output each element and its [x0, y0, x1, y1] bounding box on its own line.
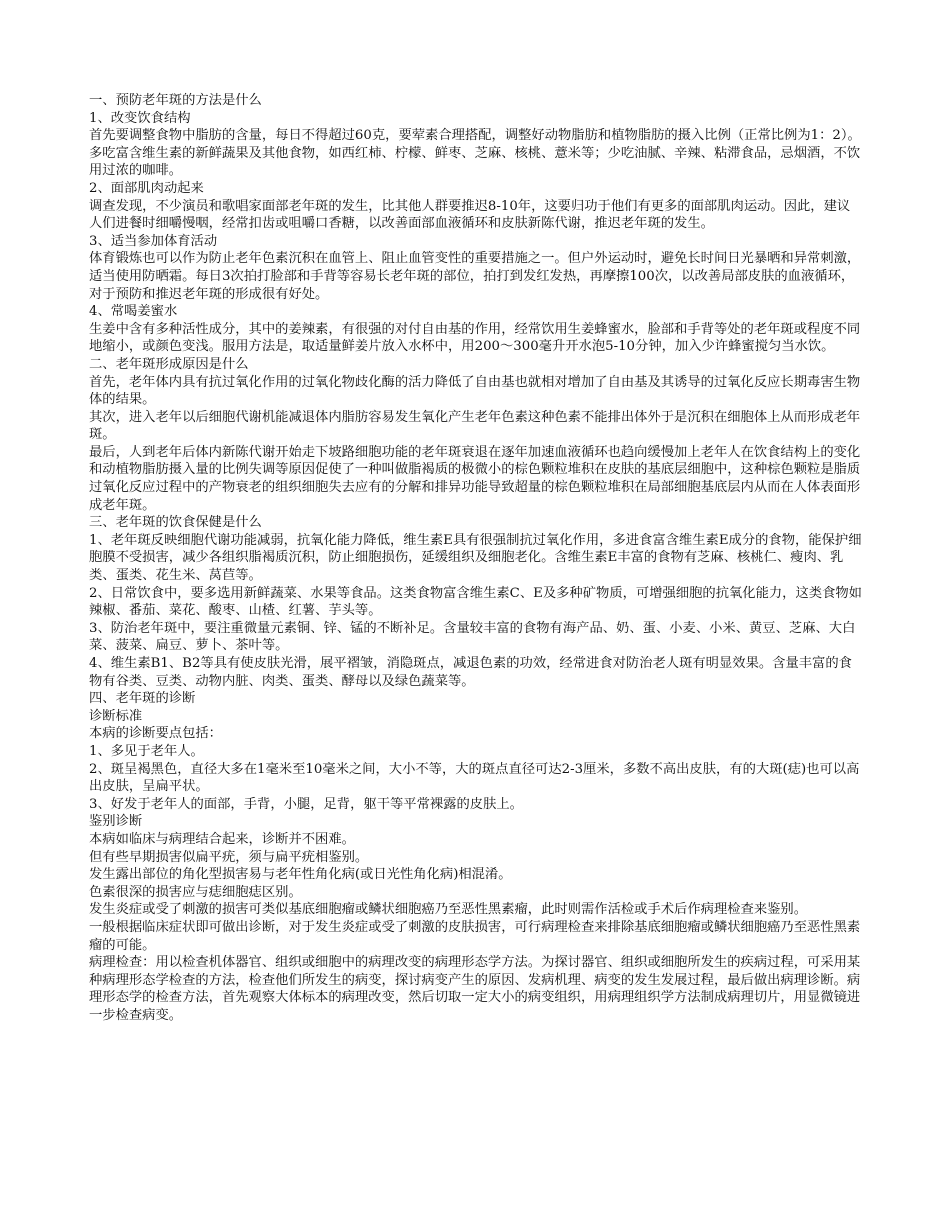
paragraph: 1、老年斑反映细胞代谢功能减弱，抗氧化能力降低，维生素E具有很强制抗过氧化作用，多进食富含维生素E成分的食物，能保护细胞膜不受损害，减少各组织脂褐质沉积，防止细胞损伤，延缓组织及细胞老化。含维生素E丰富的食物有芝麻、核桃仁、瘦肉、乳类、蛋类、花生米、莴苣等。	[89, 532, 862, 584]
paragraph: 生姜中含有多种活性成分，其中的姜辣素，有很强的对付自由基的作用，经常饮用生姜蜂蜜水，脸部和手背等处的老年斑或程度不同地缩小，或颜色变浅。服用方法是，取适量鲜姜片放入水杯中，用200～300毫升开水泡5-10分钟，加入少许蜂蜜搅匀当水饮。	[89, 321, 861, 355]
section-heading-1: 一、预防老年斑的方法是什么	[89, 93, 262, 108]
subheading-ginger-honey: 4、常喝姜蜜水	[89, 304, 178, 320]
paragraph: 一般根据临床症状即可做出诊断，对于发生炎症或受了刺激的皮肤损害，可行病理检查来排除基底细胞瘤或鳞状细胞癌乃至恶性黑素瘤的可能。	[89, 919, 861, 953]
paragraph: 体育锻炼也可以作为防止老年色素沉积在血管上、阻止血管变性的重要措施之一。但户外运动时，避免长时间日光暴晒和异常刺激，适当使用防晒霜。每日3次拍打脸部和手背等容易长老年斑的部位，拍打到发红发热，再摩擦100次，以改善局部皮肤的血液循环，对于预防和推迟老年斑的形成很有好处。	[89, 251, 861, 302]
section-heading-4: 四、老年斑的诊断	[89, 691, 196, 707]
paragraph: 调查发现，不少演员和歌唱家面部老年斑的发生，比其他人群要推迟8-10年，这要归功于他们有更多的面部肌肉运动。因此，建议人们进餐时细嚼慢咽，经常扣齿或咀嚼口香糖，以改善面部血液循环和皮肤新陈代谢，推迟老年斑的发生。	[89, 198, 851, 232]
list-item: 2、斑呈褐黑色，直径大多在1毫米至10毫米之间，大小不等，大的斑点直径可达2-3厘米，多数不高出皮肤，有的大斑(痣)也可以高出皮肤，呈扁平状。	[89, 761, 860, 795]
paragraph: 首先要调整食物中脂肪的含量，每日不得超过60克，要荤素合理搭配，调整好动物脂肪和植物脂肪的摄入比例（正常比例为1：2）。多吃富含维生素的新鲜蔬果及其他食物，如西红柿、柠檬、鲜枣、芝麻、核桃、薏米等；少吃油腻、辛辣、粘滞食品，忌烟酒，不饮用过浓的咖啡。	[89, 128, 861, 179]
paragraph: 首先，老年体内具有抗过氧化作用的过氧化物歧化酶的活力降低了自由基也就相对增加了自由基及其诱导的过氧化反应长期毒害生物体的结果。	[89, 374, 861, 408]
paragraph: 4、维生素B1、B2等具有使皮肤光滑，展平褶皱，消隐斑点，减退色素的功效，经常进食对防治老人斑有明显效果。含量丰富的食物有谷类、豆类、动物内脏、肉类、蛋类、酵母以及绿色蔬菜等。	[89, 656, 852, 689]
paragraph: 本病如临床与病理结合起来，诊断并不困难。	[89, 831, 355, 847]
paragraph: 3、防治老年斑中，要注重微量元素铜、锌、锰的不断补足。含量较丰富的食物有海产品、奶、蛋、小麦、小米、黄豆、芝麻、大白菜、菠菜、扁豆、萝卜、茶叶等。	[89, 620, 856, 654]
paragraph: 最后，人到老年后体内新陈代谢开始走下坡路细胞功能的老年斑衰退在逐年加速血液循环也趋向缓慢加上老年人在饮食结构上的变化和动植物脂肪摄入量的比例失调等原因促使了一种叫做脂褐质的极微小的棕色颗粒堆积在皮肤的基底层细胞中，这种棕色颗粒是脂质过氧化反应过程中的产物衰老的组织细胞失去应有的分解和排异功能导致超量的棕色颗粒堆积在局部细胞基底层内从而在人体表面形成老年斑。	[89, 444, 861, 513]
subheading-differential-diagnosis: 鉴别诊断	[89, 814, 143, 830]
paragraph: 发生露出部位的角化型损害易与老年性角化病(或日光性角化病)相混淆。	[89, 867, 512, 883]
paragraph: 但有些早期损害似扁平疣，须与扁平疣相鉴别。	[89, 849, 369, 865]
paragraph: 本病的诊断要点包括：	[89, 726, 222, 742]
subheading-diagnostic-criteria: 诊断标准	[89, 708, 143, 724]
list-item: 3、好发于老年人的面部，手背，小腿，足背，躯干等平常裸露的皮肤上。	[89, 796, 523, 812]
section-heading-3: 三、老年斑的饮食保健是什么	[89, 515, 262, 531]
paragraph: 2、日常饮食中，要多选用新鲜蔬菜、水果等食品。这类食物富含维生素C、E及多种矿物质，可增强细胞的抗氧化能力，这类食物如辣椒、番茄、菜花、酸枣、山楂、红薯、芋头等。	[89, 585, 862, 619]
paragraph: 病理检查：用以检查机体器官、组织或细胞中的病理改变的病理形态学方法。为探讨器官、组织或细胞所发生的疾病过程，可采用某种病理形态学检查的方法，检查他们所发生的病变，探讨病变产生的原因、发病机理、病变的发生发展过程，最后做出病理诊断。病理形态学的检查方法，首先观察大体标本的病理改变，然后切取一定大小的病变组织，用病理组织学方法制成病理切片，用显微镜进一步检查病变。	[89, 955, 861, 1023]
paragraph: 其次，进入老年以后细胞代谢机能减退体内脂肪容易发生氧化产生老年色素这种色素不能排出体外于是沉积在细胞体上从而形成老年斑。	[89, 409, 861, 443]
paragraph: 色素很深的损害应与痣细胞痣区别。	[89, 884, 302, 900]
paragraph: 发生炎症或受了刺激的损害可类似基底细胞瘤或鳞状细胞癌乃至恶性黑素瘤，此时则需作活检或手术后作病理检查来鉴别。	[89, 902, 808, 918]
section-heading-2: 二、老年斑形成原因是什么	[89, 356, 249, 372]
list-item: 1、多见于老年人。	[89, 743, 204, 759]
subheading-exercise: 3、适当参加体育活动	[89, 233, 218, 249]
subheading-facial-muscles: 2、面部肌肉动起来	[89, 180, 204, 196]
subheading-diet: 1、改变饮食结构	[89, 110, 191, 126]
